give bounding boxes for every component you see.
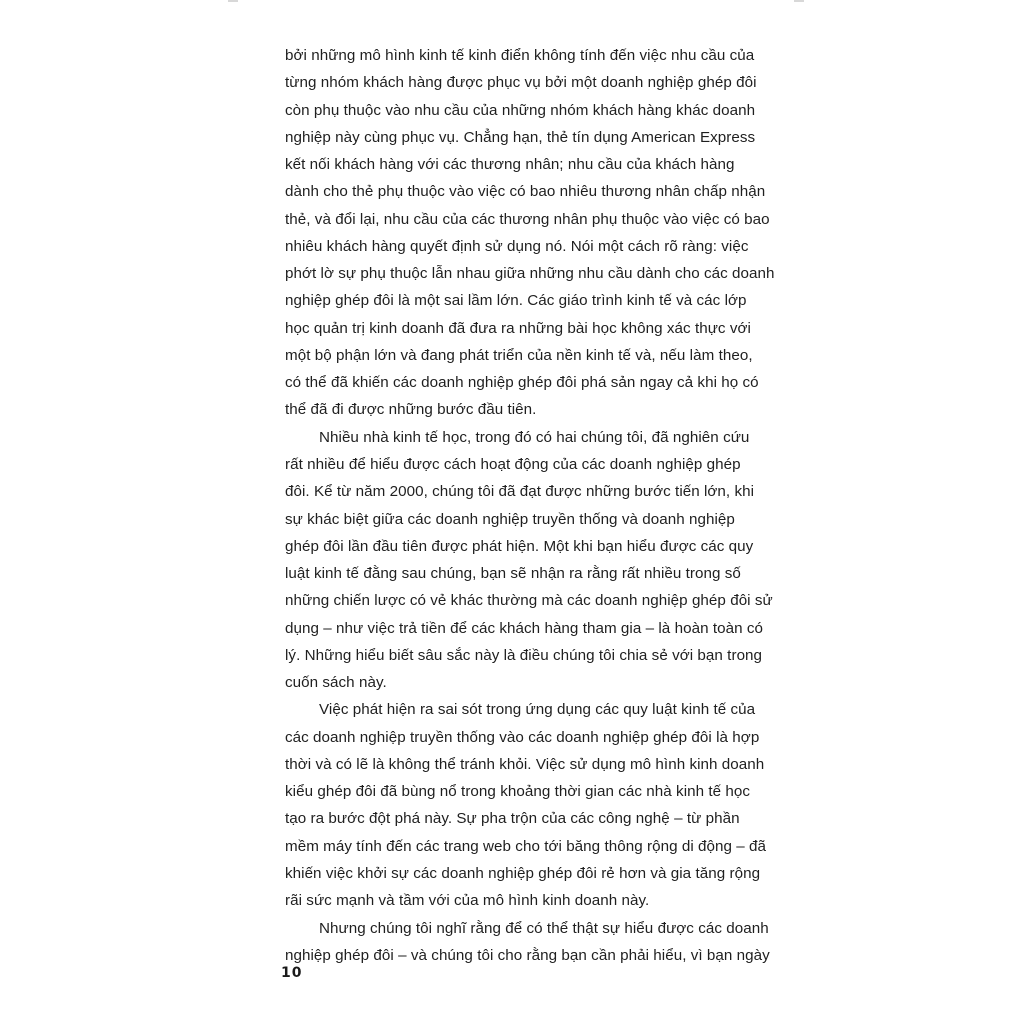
text-line: nghiệp này cùng phục vụ. Chẳng hạn, thẻ tín dụng American Express [285,128,756,146]
text-line: sự khác biệt giữa các doanh nghiệp truyền thống và doanh nghiệp [285,510,735,528]
text-line: học quản trị kinh doanh đã đưa ra những bài học không xác thực với [285,319,751,337]
text-line: thời và có lẽ là không thể tránh khỏi. Việc sử dụng mô hình kinh doanh [285,755,765,773]
text-line: rãi sức mạnh và tầm với của mô hình kinh doanh này. [285,892,650,910]
text-line: rất nhiều để hiểu được cách hoạt động của các doanh nghiệp ghép [285,455,741,473]
text-line: đôi. Kể từ năm 2000, chúng tôi đã đạt được những bước tiến lớn, khi [285,483,755,501]
text-line: kiểu ghép đôi đã bùng nổ trong khoảng thời gian các nhà kinh tế học [285,783,751,801]
text-line: có thể đã khiến các doanh nghiệp ghép đôi phá sản ngay cả khi họ có [285,374,759,392]
text-line: còn phụ thuộc vào nhu cầu của những nhóm khách hàng khác doanh [285,101,756,119]
text-line: tạo ra bước đột phá này. Sự pha trộn của các công nghệ – từ phần [285,810,740,828]
paragraph-start-line: Nhiều nhà kinh tế học, trong đó có hai chúng tôi, đã nghiên cứu [319,428,750,446]
text-line: kết nối khách hàng với các thương nhân; nhu cầu của khách hàng [285,156,735,174]
body-text [285,42,785,969]
text-line: nghiệp ghép đôi là một sai lầm lớn. Các giáo trình kinh tế và các lớp [285,292,747,310]
text-line: cuốn sách này. [285,674,387,692]
text-line: mềm máy tính đến các trang web cho tới băng thông rộng di động – đã [285,837,767,855]
text-line: luật kinh tế đằng sau chúng, bạn sẽ nhận ra rằng rất nhiều trong số [285,565,741,583]
text-line: khiến việc khởi sự các doanh nghiệp ghép đôi rẻ hơn và gia tăng rộng [285,864,761,882]
paragraph-start-line: Nhưng chúng tôi nghĩ rằng để có thể thật sự hiểu được các doanh [319,919,769,937]
text-line: bởi những mô hình kinh tế kinh điển không tính đến việc nhu cầu của [285,47,755,64]
page-number: 10 [281,965,303,981]
text-line: dụng – như việc trả tiền để các khách hàng tham gia – là hoàn toàn có [285,619,763,637]
text-line: thể đã đi được những bước đầu tiên. [285,401,537,419]
text-line: nghiệp ghép đôi – và chúng tôi cho rằng bạn cần phải hiểu, vì bạn ngày [285,946,770,964]
text-line: nhiêu khách hàng quyết định sử dụng nó. Nói một cách rõ ràng: việc [285,237,749,255]
text-line: ghép đôi lần đầu tiên được phát hiện. Một khi bạn hiểu được các quy [285,537,754,555]
bleed-mark-left [228,0,238,2]
text-line: dành cho thẻ phụ thuộc vào việc có bao nhiêu thương nhân chấp nhận [285,183,766,201]
text-line: các doanh nghiệp truyền thống vào các doanh nghiệp ghép đôi là hợp [285,728,760,746]
text-line: từng nhóm khách hàng được phục vụ bởi một doanh nghiệp ghép đôi [285,74,757,92]
paragraph-start-line: Việc phát hiện ra sai sót trong ứng dụng các quy luật kinh tế của [319,701,756,719]
text-line: một bộ phận lớn và đang phát triển của nền kinh tế và, nếu làm theo, [285,346,753,364]
text-line: những chiến lược có vẻ khác thường mà các doanh nghiệp ghép đôi sử [285,592,773,610]
text-line: thẻ, và đổi lại, nhu cầu của các thương nhân phụ thuộc vào việc có bao [285,210,770,228]
text-line: lý. Những hiểu biết sâu sắc này là điều chúng tôi chia sẻ với bạn trong [285,646,763,664]
bleed-mark-right [794,0,804,2]
text-line: phớt lờ sự phụ thuộc lẫn nhau giữa những nhu cầu dành cho các doanh [285,265,775,283]
